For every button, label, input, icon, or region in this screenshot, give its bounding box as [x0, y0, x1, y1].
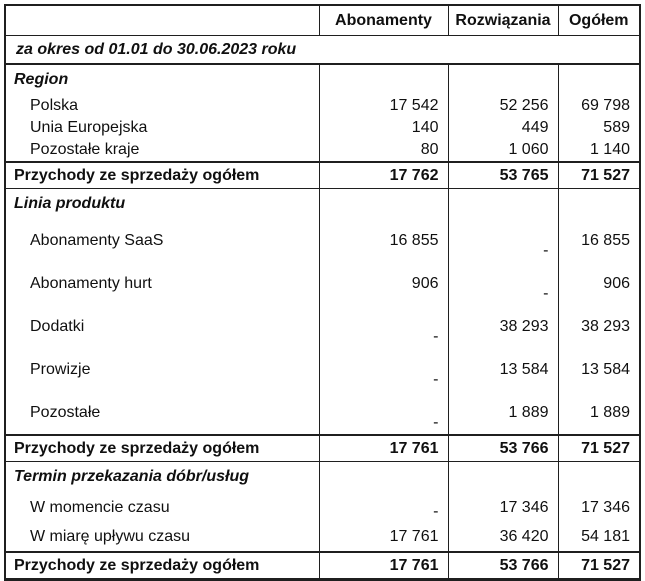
section-title-label: Linia produktu: [14, 195, 126, 212]
dash-value-cell: -: [319, 305, 448, 348]
value-cell: 17 761: [319, 523, 448, 552]
value-cell: 16 855: [319, 219, 448, 262]
value-cell: 906: [319, 262, 448, 305]
revenue-breakdown-table: [4, 4, 641, 581]
empty-cell: [448, 462, 558, 493]
value-cell: 38 293: [448, 305, 558, 348]
empty-cell: [558, 462, 640, 493]
total-value-cell: 71 527: [558, 435, 640, 462]
value-cell: 449: [448, 117, 558, 139]
empty-cell: [558, 189, 640, 220]
row-label: Dodatki: [30, 317, 85, 335]
row-label: Polska: [30, 97, 79, 114]
row-label: Unia Europejska: [30, 119, 148, 136]
table-row-unia-europejska: [5, 117, 640, 139]
period-caption-row: [5, 36, 640, 65]
total-value-cell: 17 761: [319, 435, 448, 462]
value-cell: 906: [558, 262, 640, 305]
total-label: Przychody ze sprzedaży ogółem: [5, 162, 319, 189]
empty-cell: [319, 462, 448, 493]
empty-cell: [319, 189, 448, 220]
table-row-polska: [5, 95, 640, 117]
value-cell: 17 346: [558, 492, 640, 523]
value-cell: 13 584: [558, 348, 640, 391]
row-label: Pozostałe kraje: [30, 141, 140, 158]
column-header-ogolem: Ogółem: [558, 5, 640, 36]
table-row-w-momencie-czasu: [5, 492, 640, 523]
empty-cell: [558, 64, 640, 95]
empty-cell: [448, 189, 558, 220]
section-title-linia-produktu: [5, 189, 640, 220]
table-row-abonamenty-hurt: [5, 262, 640, 305]
section-title-label: Termin przekazania dóbr/usług: [14, 468, 250, 485]
total-label: Przychody ze sprzedaży ogółem: [5, 435, 319, 462]
table-row-dodatki: [5, 305, 640, 348]
value-cell: 1 140: [558, 139, 640, 162]
row-label: Pozostałe: [30, 403, 101, 421]
row-label: Abonamenty SaaS: [30, 231, 164, 249]
value-cell: 80: [319, 139, 448, 162]
column-header-abonamenty: Abonamenty: [319, 5, 448, 36]
table-row-pozostale-kraje: [5, 139, 640, 162]
total-value-cell: 71 527: [558, 162, 640, 189]
value-cell: 52 256: [448, 95, 558, 117]
total-value-cell: 53 766: [448, 552, 558, 580]
total-row-region: [5, 162, 640, 189]
value-cell: 17 346: [448, 492, 558, 523]
dash-value-cell: -: [448, 262, 558, 305]
dash-value-cell: -: [448, 219, 558, 262]
value-cell: 1 889: [448, 391, 558, 435]
row-label: W momencie czasu: [30, 498, 170, 516]
total-label: Przychody ze sprzedaży ogółem: [5, 552, 319, 580]
period-caption: za okres od 01.01 do 30.06.2023 roku: [5, 36, 640, 65]
empty-cell: [448, 64, 558, 95]
dash-value-cell: -: [319, 391, 448, 435]
empty-cell: [319, 64, 448, 95]
dash-value-cell: -: [319, 492, 448, 523]
total-value-cell: 17 761: [319, 552, 448, 580]
total-row-termin-przekazania: [5, 552, 640, 580]
total-value-cell: 17 762: [319, 162, 448, 189]
total-row-linia-produktu: [5, 435, 640, 462]
value-cell: 17 542: [319, 95, 448, 117]
value-cell: 16 855: [558, 219, 640, 262]
table-row-abonamenty-saas: [5, 219, 640, 262]
value-cell: 1 889: [558, 391, 640, 435]
total-value-cell: 53 765: [448, 162, 558, 189]
value-cell: 38 293: [558, 305, 640, 348]
value-cell: 589: [558, 117, 640, 139]
total-value-cell: 71 527: [558, 552, 640, 580]
row-label: Abonamenty hurt: [30, 274, 152, 292]
table-row-pozostale: [5, 391, 640, 435]
value-cell: 140: [319, 117, 448, 139]
value-cell: 69 798: [558, 95, 640, 117]
table-row-prowizje: [5, 348, 640, 391]
section-title-label: Region: [14, 71, 69, 88]
row-label: W miarę upływu czasu: [30, 528, 191, 545]
section-title-termin-przekazania: [5, 462, 640, 493]
column-header-empty: [5, 5, 319, 36]
value-cell: 54 181: [558, 523, 640, 552]
column-header-rozwiazania: Rozwiązania: [448, 5, 558, 36]
dash-value-cell: -: [319, 348, 448, 391]
value-cell: 1 060: [448, 139, 558, 162]
table-row-w-miare-uplywu-czasu: [5, 523, 640, 552]
value-cell: 36 420: [448, 523, 558, 552]
value-cell: 13 584: [448, 348, 558, 391]
table-header-row: [5, 5, 640, 36]
section-title-region: [5, 64, 640, 95]
total-value-cell: 53 766: [448, 435, 558, 462]
row-label: Prowizje: [30, 360, 91, 378]
